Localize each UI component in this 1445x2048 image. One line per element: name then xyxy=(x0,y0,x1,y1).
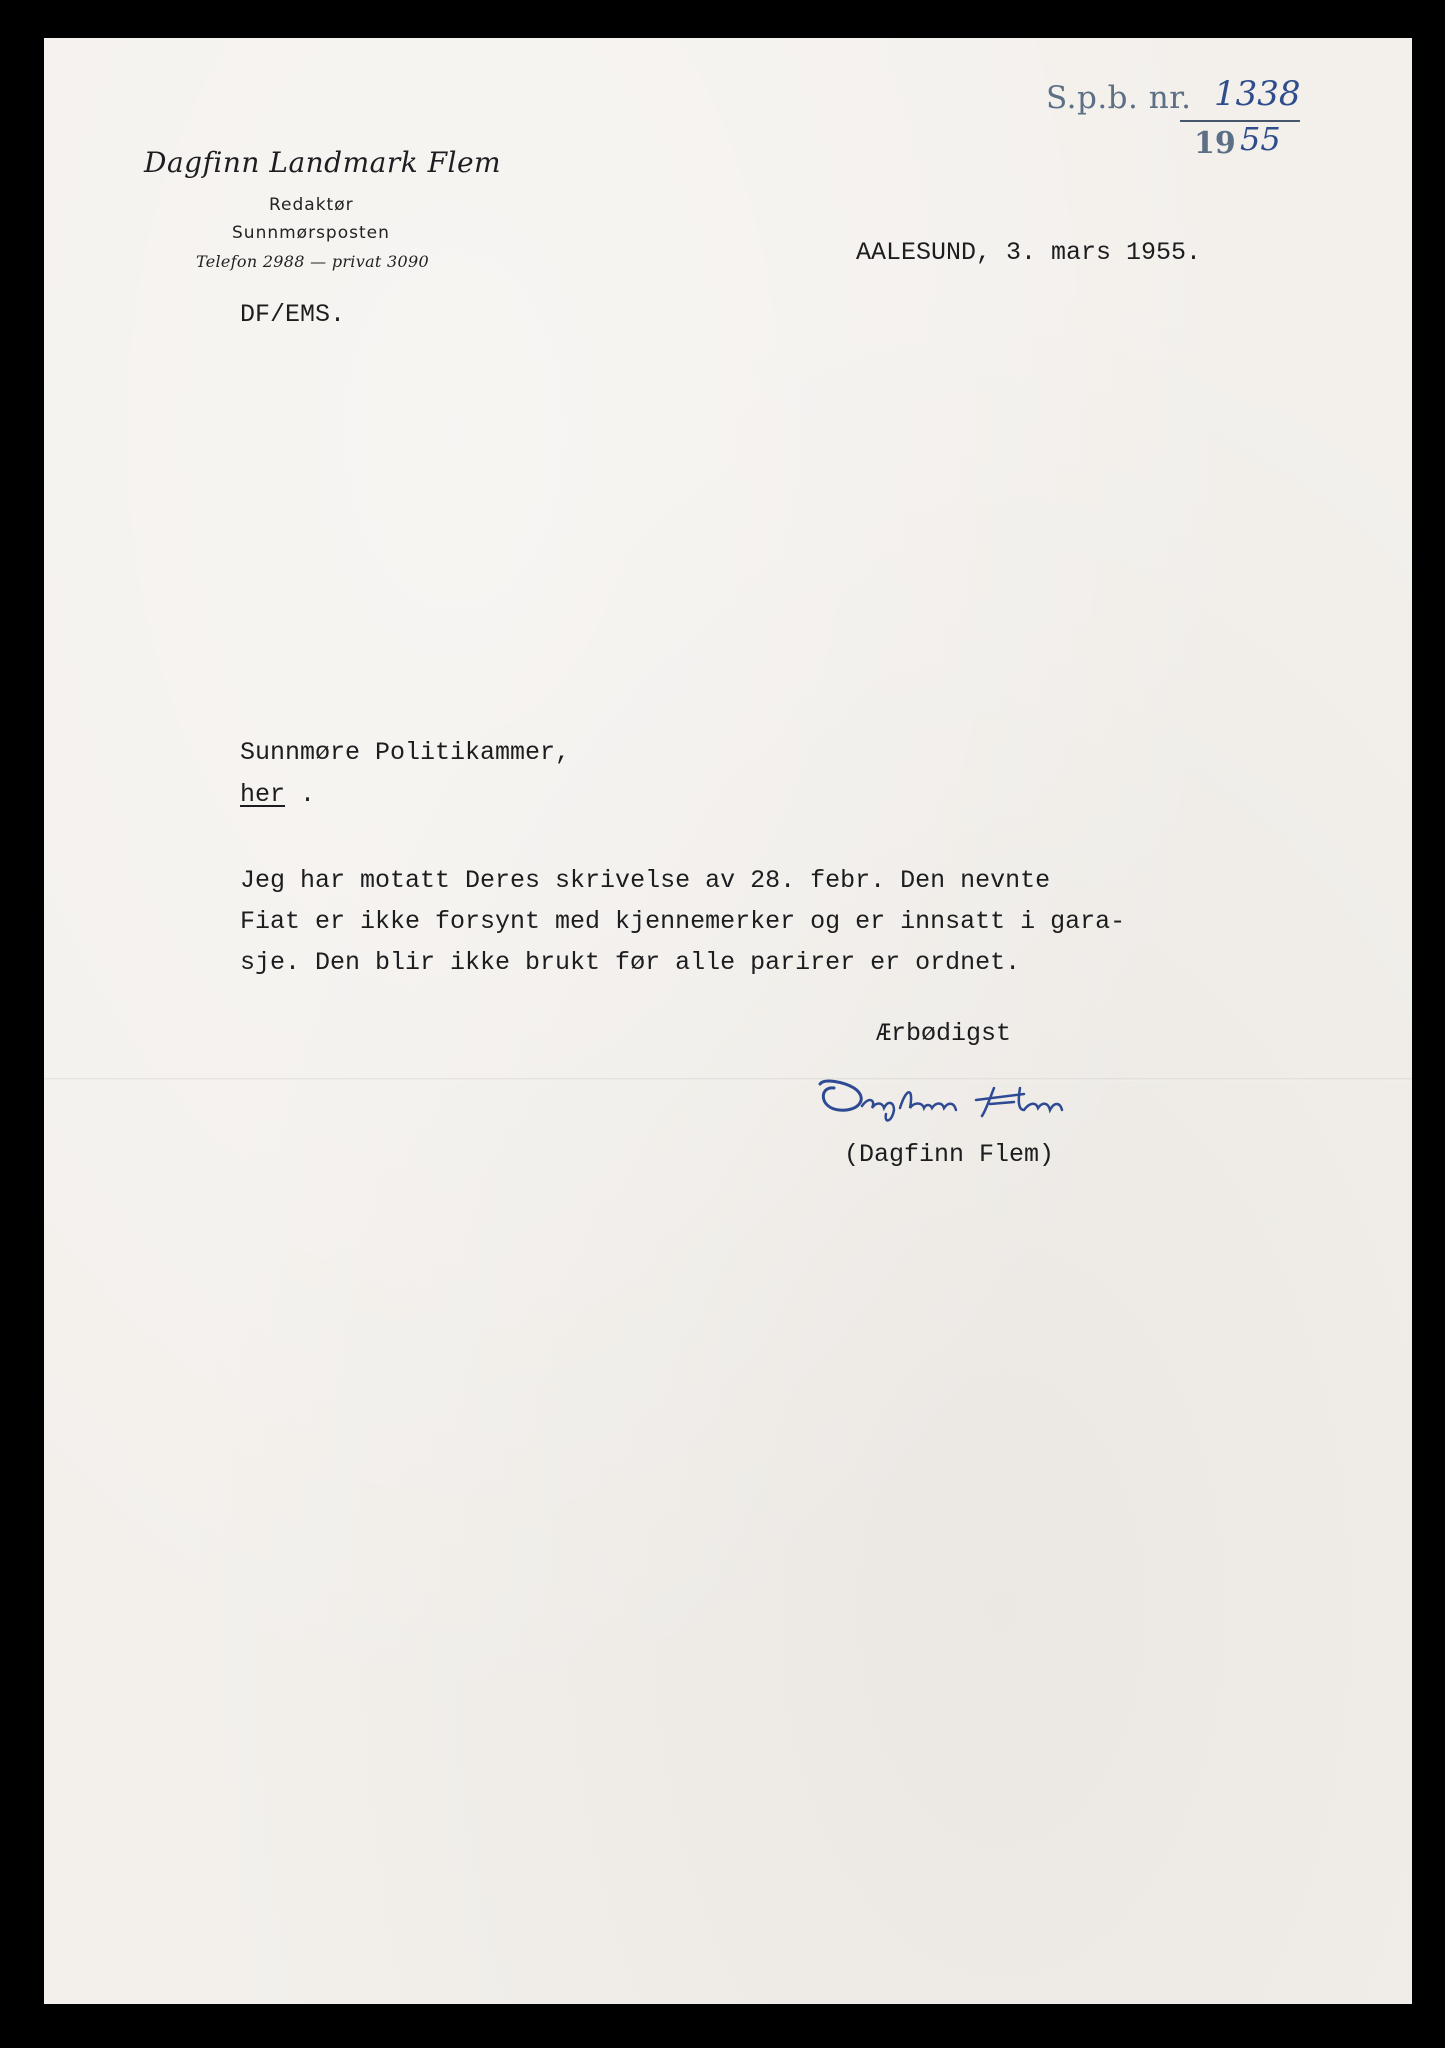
stamp-year-handwritten: 55 xyxy=(1240,120,1281,158)
paper-fold xyxy=(44,1078,1412,1081)
recipient-location-punct: . xyxy=(300,780,316,809)
reference-line: DF/EMS. xyxy=(240,300,346,329)
closing: Ærbødigst xyxy=(876,1019,1012,1048)
body-line: Fiat er ikke forsynt med kjennemerker og er innsatt i gara- xyxy=(240,907,1126,936)
stamp-number: 1338 xyxy=(1214,74,1301,114)
letterhead-name: Dagfinn Landmark Flem xyxy=(144,146,502,179)
date-line: AALESUND, 3. mars 1955. xyxy=(856,238,1202,267)
letter-page xyxy=(44,38,1412,2004)
letterhead-phone: Telefon 2988 — privat 3090 xyxy=(196,252,429,271)
recipient-name: Sunnmøre Politikammer, xyxy=(240,738,571,767)
handwritten-signature xyxy=(814,1058,1114,1138)
letterhead-title: Redaktør xyxy=(269,195,354,215)
letterhead-paper: Sunnmørsposten xyxy=(232,223,390,243)
stamp-label: S.p.b. nr. xyxy=(1046,80,1192,116)
stamp-year-printed: 19 xyxy=(1194,126,1236,161)
body-line: Jeg har motatt Deres skrivelse av 28. febr. Den nevnte xyxy=(240,866,1051,895)
recipient-location: her xyxy=(240,780,286,809)
body-line: sje. Den blir ikke brukt før alle parirer er ordnet. xyxy=(240,948,1021,977)
signer-name: (Dagfinn Flem) xyxy=(844,1140,1055,1169)
